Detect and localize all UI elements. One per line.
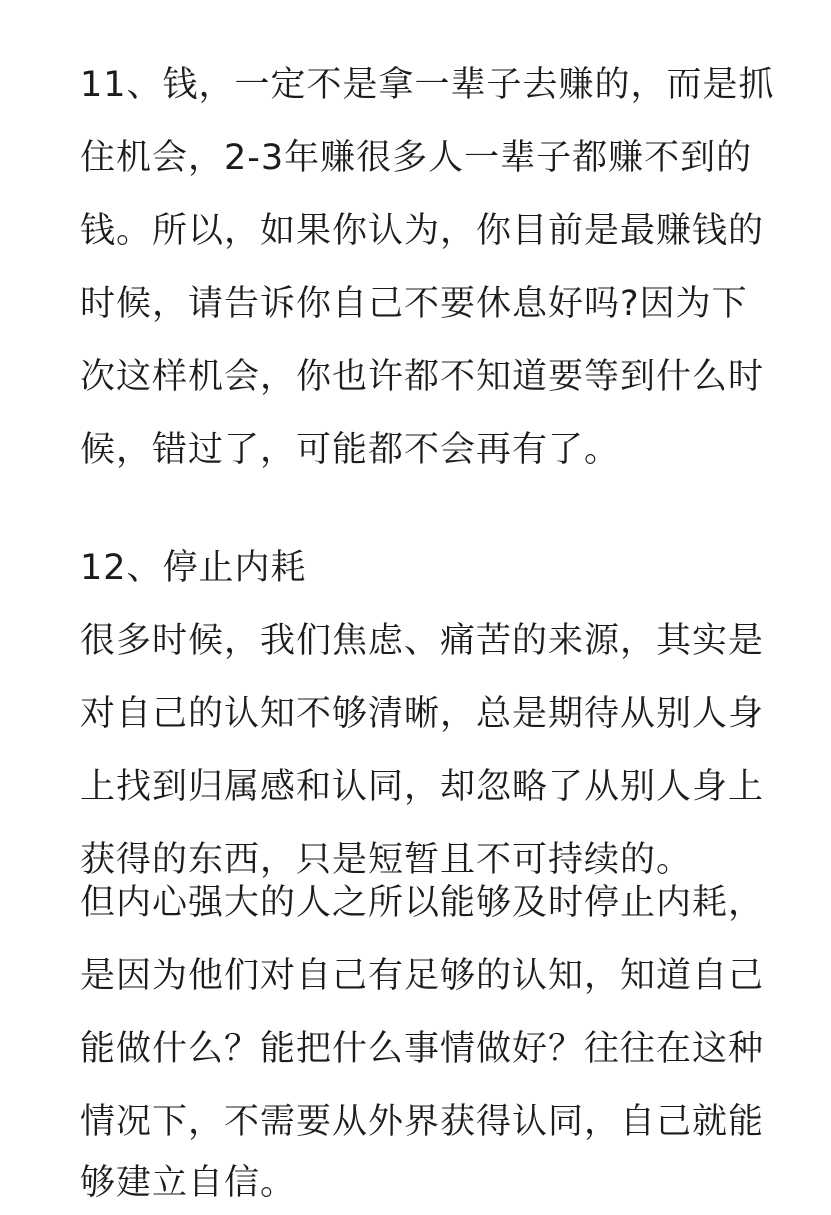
section-11-line-4: 时候，请告诉你自己不要休息好吗?因为下 [80,284,748,324]
section-12-heading: 12、停止内耗 [80,548,307,588]
section-12-line-6: 是因为他们对自己有足够的认知，知道自己 [80,956,765,996]
section-12-line-7: 能做什么？能把什么事情做好？往往在这种 [80,1029,765,1069]
section-12-line-1: 很多时候，我们焦虑、痛苦的来源，其实是 [80,621,765,661]
section-12-line-8: 情况下，不需要从外界获得认同，自己就能 [80,1102,765,1142]
section-11-line-3: 钱。所以，如果你认为，你目前是最赚钱的 [80,211,765,251]
section-11-line-6: 候，错过了，可能都不会再有了。 [80,430,621,470]
section-11-line-2: 住机会，2-3年赚很多人一辈子都赚不到的 [80,138,753,178]
section-12-line-4: 获得的东西，只是短暂且不可持续的。 [80,840,693,880]
section-12-line-5: 但内心强大的人之所以能够及时停止内耗， [80,883,765,923]
section-11-line-1: 11、钱，一定不是拿一辈子去赚的，而是抓 [80,65,775,105]
section-12-line-2: 对自己的认知不够清晰，总是期待从别人身 [80,694,765,734]
section-11-line-5: 次这样机会，你也许都不知道要等到什么时 [80,357,765,397]
section-12-line-3: 上找到归属感和认同，却忽略了从别人身上 [80,767,765,807]
section-12-line-9: 够建立自信。 [80,1163,297,1203]
